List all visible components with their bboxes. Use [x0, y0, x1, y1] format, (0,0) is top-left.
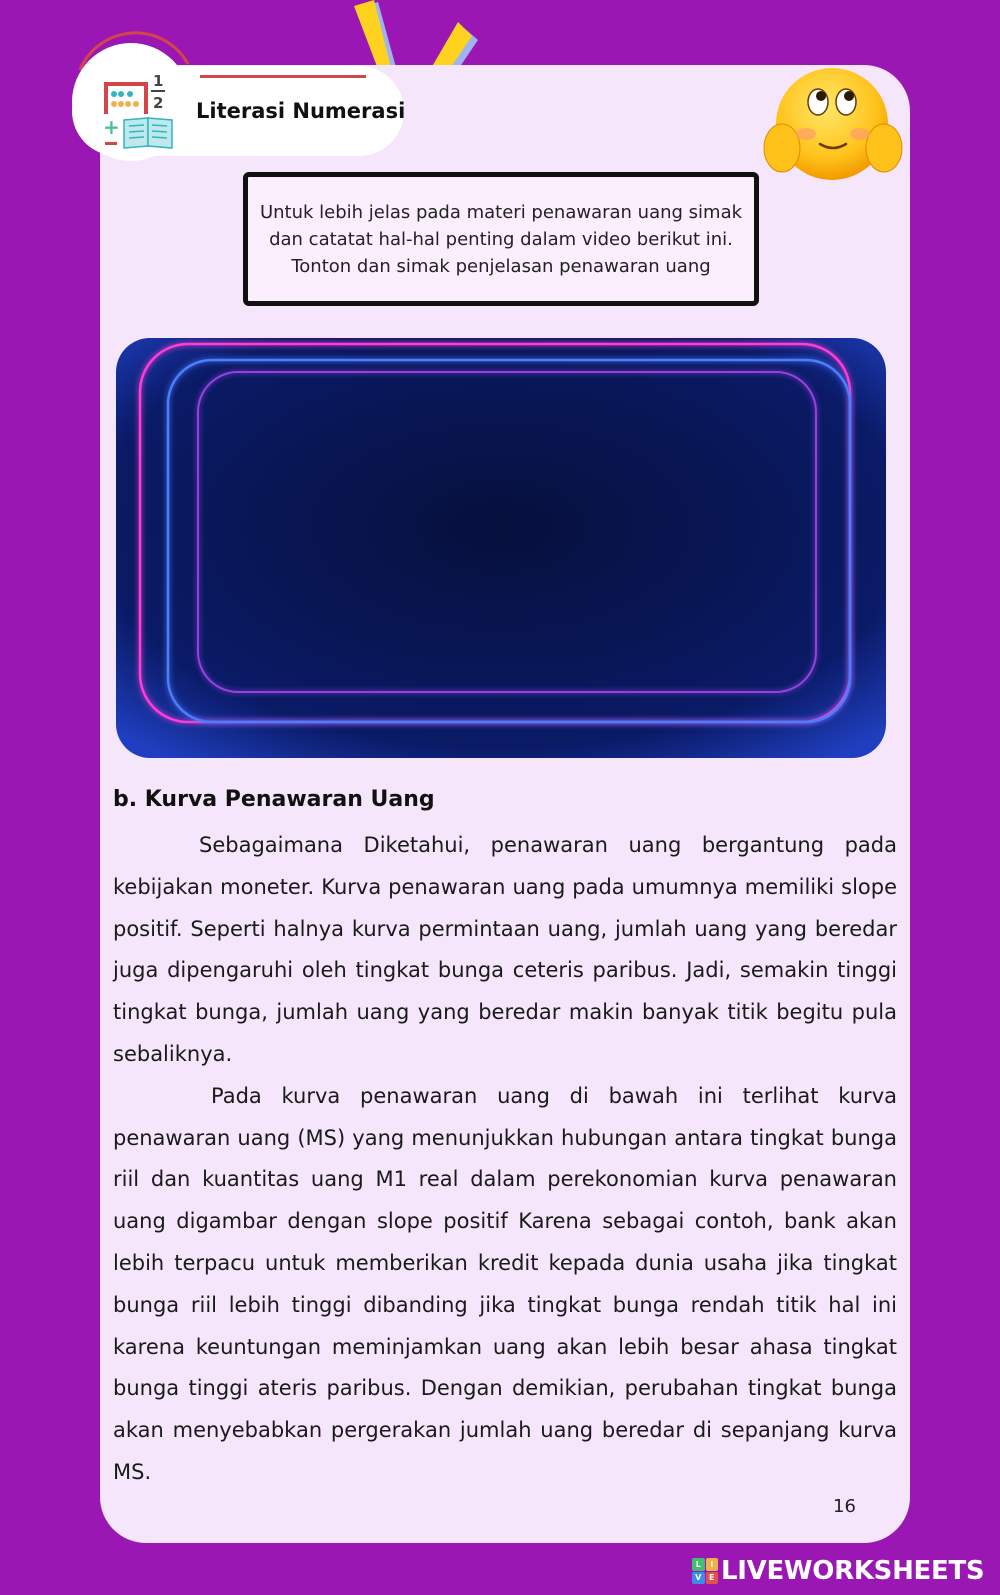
video-player[interactable] — [116, 338, 886, 758]
page-number: 16 — [833, 1496, 856, 1517]
section-heading: b. Kurva Penawaran Uang — [113, 787, 435, 812]
header-underline — [200, 75, 366, 78]
liveworksheets-mark-icon — [692, 1558, 718, 1584]
liveworksheets-wordmark: LIVEWORKSHEETS — [721, 1556, 985, 1586]
svg-text:+: + — [103, 115, 120, 139]
paragraph: Pada kurva penawaran uang di bawah ini terlihat kurva penawaran uang (MS) yang menunjukkan hubungan antara tingkat bunga riil dan kuantitas uang M1 real dalam perekonomian kurva penawaran uang digambar dengan slope positif Karena sebagai contoh, bank akan lebih terpacu untuk memberikan kredit kepada dunia usaha jika tingkat bunga riil lebih tinggi dibanding jika tingkat bunga rendah titik hal ini karena keuntungan meminjamkan uang akan lebih besar ahasa tingkat bunga tinggi ateris paribus. Dengan demikian, perubahan tingkat bunga akan menyebabkan pergerakan jumlah uang beredar di sepanjang kurva MS. — [113, 1083, 897, 1484]
mark-letter: V — [692, 1572, 705, 1585]
svg-text:1: 1 — [153, 72, 164, 90]
instruction-text: Untuk lebih jelas pada materi penawaran uang simak dan catatat hal-hal penting dalam video berikut ini. Tonton dan simak penjelasan penawaran uang — [259, 201, 743, 277]
thinking-emoji-icon — [760, 66, 910, 191]
instruction-box — [243, 172, 759, 306]
header-title: Literasi Numerasi — [196, 99, 406, 123]
paragraph: Sebagaimana Diketahui, penawaran uang bergantung pada kebijakan moneter. Kurva penawaran uang pada umumnya memiliki slope positif. Seperti halnya kurva permintaan uang, jumlah uang yang beredar juga dipengaruhi oleh tingkat bunga ceteris paribus. Jadi, semakin tinggi tingkat bunga, jumlah uang yang beredar makin banyak titik begitu pula sebaliknya. — [113, 833, 897, 1066]
svg-text:2: 2 — [153, 94, 164, 112]
neon-frame-graphic — [116, 338, 886, 758]
mark-letter: L — [692, 1558, 705, 1571]
liveworksheets-logo[interactable] — [692, 1555, 984, 1587]
abacus-numbers-icon — [100, 72, 180, 152]
body-text — [113, 825, 897, 1494]
mark-letter: E — [706, 1572, 719, 1585]
mark-letter: I — [706, 1558, 719, 1571]
